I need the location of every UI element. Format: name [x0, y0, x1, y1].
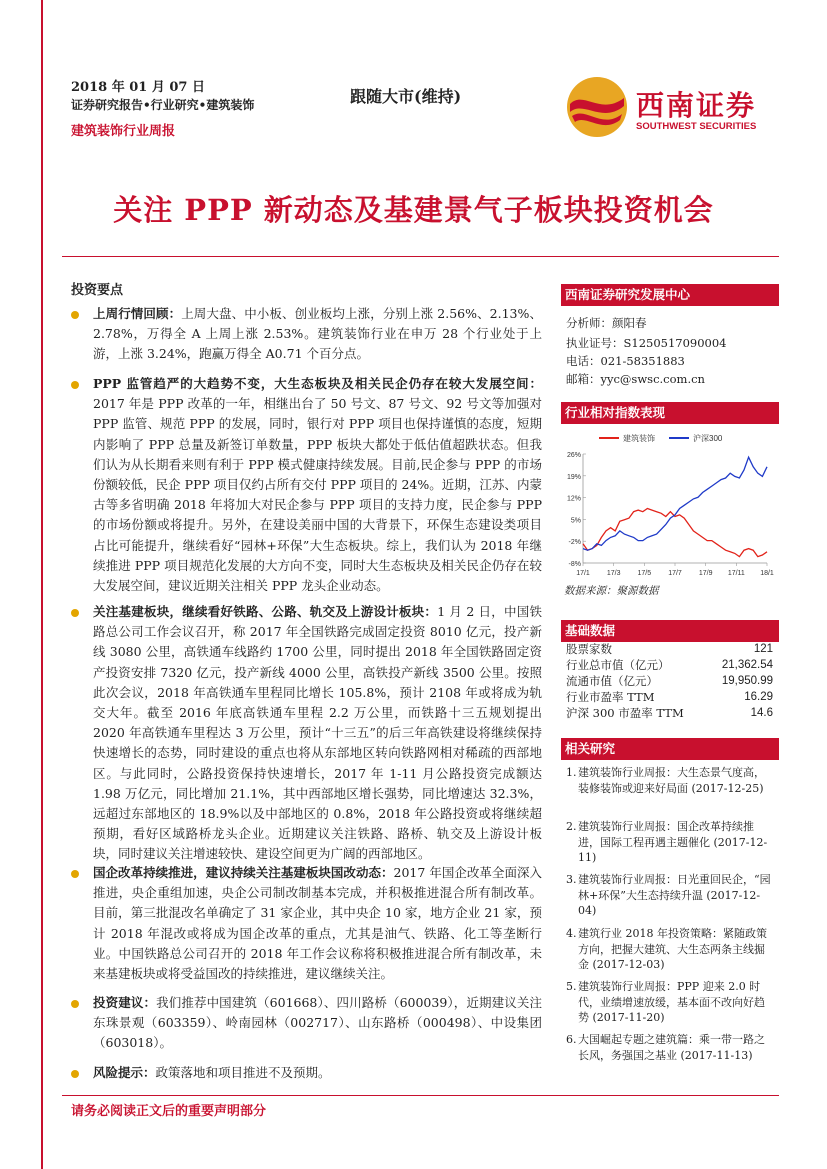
- row-label: 行业总市值（亿元）: [566, 658, 670, 672]
- related-number: 3.: [566, 873, 577, 886]
- basic-data-table: [566, 641, 773, 721]
- point-ppp: [93, 374, 542, 596]
- x-tick-label: 17/9: [698, 570, 713, 577]
- series-line: [583, 509, 767, 557]
- point-soe-reform: [93, 863, 542, 984]
- x-tick-label: 17/3: [606, 570, 621, 577]
- point-text: 我们推荐中国建筑（601668）、四川路桥（600039），近期建议关注东珠景观（603359）、岭南园林（002717）、山东路桥（000498）、中设集团（603018）。: [93, 995, 542, 1051]
- related-number: 4.: [566, 927, 577, 940]
- row-value: 121: [753, 643, 773, 655]
- analyst-email[interactable]: 邮箱：yyc@swsc.com.cn: [566, 372, 705, 386]
- x-tick-label: 17/7: [668, 570, 682, 577]
- row-value: 14.6: [750, 707, 773, 719]
- row-label: 股票家数: [566, 642, 612, 656]
- table-row: [566, 657, 773, 673]
- relative-index-chart: [561, 426, 779, 580]
- table-row: [566, 673, 773, 689]
- legend-label: 沪深300: [693, 434, 723, 443]
- index-performance-header: 行业相对指数表现: [561, 402, 779, 424]
- table-row: [566, 689, 773, 705]
- row-label: 沪深 300 市盈率 TTM: [566, 706, 684, 720]
- bullet-icon: [71, 609, 79, 617]
- related-item[interactable]: [566, 1032, 771, 1063]
- point-label: 关注基建板块，继续看好铁路、公路、轨交及上游设计板块：: [93, 604, 438, 619]
- table-row: [566, 705, 773, 721]
- report-series: 建筑装饰行业周报: [71, 124, 176, 139]
- logo-name: 西南证券: [636, 89, 757, 122]
- x-tick-label: 17/1: [576, 570, 590, 577]
- point-infrastructure: [93, 602, 542, 865]
- related-item[interactable]: [566, 765, 771, 796]
- row-value: 21,362.54: [721, 659, 773, 671]
- analyst-license: 执业证号：S1250517090004: [566, 336, 727, 350]
- related-item[interactable]: [566, 926, 771, 973]
- point-label: 国企改革持续推进，建议持续关注基建板块国改动态：: [93, 865, 394, 880]
- point-label: 风险提示：: [93, 1065, 156, 1080]
- related-number: 6.: [566, 1033, 577, 1046]
- point-label: 上周行情回顾：: [93, 306, 182, 321]
- x-tick-label: 18/1: [760, 570, 774, 577]
- y-tick-label: 5%: [570, 517, 581, 525]
- basic-data-header: 基础数据: [561, 620, 779, 642]
- related-text: 建筑行业 2018 年投资策略：紧随政策方向，把握大建筑、大生态两条主线掘金 (2017-12-03): [578, 927, 767, 971]
- bullet-icon: [71, 1000, 79, 1008]
- left-accent-line: [41, 0, 43, 1169]
- y-tick-label: -2%: [568, 539, 581, 547]
- row-value: 16.29: [744, 691, 773, 703]
- rating: 跟随大市(维持): [350, 87, 462, 106]
- report-type: 证券研究报告•行业研究•建筑装饰: [71, 98, 255, 112]
- bullet-icon: [71, 311, 79, 319]
- point-market-review: [93, 304, 542, 365]
- row-label: 行业市盈率 TTM: [566, 690, 655, 704]
- point-label: 投资建议：: [93, 995, 157, 1010]
- logo-english: SOUTHWEST SECURITIES: [636, 121, 757, 132]
- y-tick-label: 19%: [566, 473, 581, 481]
- table-row: [566, 641, 773, 657]
- x-tick-label: 17/5: [637, 570, 652, 577]
- point-risk: [93, 1063, 542, 1083]
- related-text: 建筑装饰行业周报：日光重回民企，“园林+环保”大生态持续升温 (2017-12-04): [578, 873, 771, 917]
- footer-divider: [62, 1095, 779, 1096]
- point-label: PPP 监管趋严的大趋势不变，大生态板块及相关民企仍存在较大发展空间：: [93, 376, 542, 391]
- series-line: [583, 457, 767, 550]
- y-tick-label: 26%: [566, 452, 581, 459]
- related-number: 5.: [566, 980, 577, 993]
- bullet-icon: [71, 381, 79, 389]
- analyst-name: 分析师：颜阳春: [566, 316, 647, 330]
- data-source: 数据来源：聚源数据: [564, 585, 659, 597]
- related-text: 建筑装饰行业周报：大生态景气度高，装修装饰或迎来好局面 (2017-12-25): [578, 766, 765, 795]
- row-value: 19,950.99: [721, 675, 773, 687]
- related-research-header: 相关研究: [561, 738, 779, 760]
- related-item[interactable]: [566, 979, 771, 1026]
- related-text: 大国崛起专题之建筑篇：乘一带一路之长风，务强国之基业 (2017-11-13): [578, 1033, 765, 1062]
- point-recommendation: [93, 993, 542, 1054]
- point-text: 2017 年是 PPP 改革的一年，相继出台了 50 号文、87 号文、92 号文等加强对 PPP 监管、规范 PPP 的发展，同时，银行对 PPP 项目也保持谨慎的态度，短期内影响了 PPP 总量及新签订单数量，PPP 板块大都处于低估值超跌状态。但我们认为从长期看来则有利于 PPP 模式健康持续发展。目前,民企参与 PPP 的市场份额较低，民企 PPP 项目仅约占所有交付 PPP 项目的 24%。近期，江苏、内蒙古等多省明确 2018 年将加大对民企参与 PPP 项目的支持力度，民企参与 PPP 的市场份额或将提升。另外，在建设美丽中国的大背景下，环保生态建设类项目占比可能提升，继续看好“园林+环保”大生态板块。综上，我们认为 2018 年继续推进 PPP 项目规范化发展的大方向不变，同时大生态板块及相关民企仍存在较大发展空间，建议近期关注相关 PPP 龙头企业动态。: [93, 396, 542, 594]
- related-text: 建筑装饰行业周报：国企改革持续推进，国际工程再遇主题催化 (2017-12-11): [578, 820, 768, 864]
- y-tick-label: -8%: [568, 561, 581, 568]
- point-text: 政策落地和项目推进不及预期。: [155, 1065, 331, 1080]
- x-tick-label: 17/11: [727, 570, 745, 577]
- report-title: 关注 PPP 新动态及基建景气子板块投资机会: [113, 193, 714, 227]
- research-center-header: 西南证券研究发展中心: [561, 284, 779, 306]
- title-divider: [62, 256, 779, 257]
- row-label: 流通市值（亿元）: [566, 674, 658, 688]
- related-text: 建筑装饰行业周报：PPP 迎来 2.0 时代，业绩增速放缓，基本面不改向好趋势 (2017-11-20): [578, 980, 765, 1024]
- related-item[interactable]: [566, 872, 771, 919]
- y-tick-label: 12%: [566, 495, 581, 503]
- report-date: 2018 年 01 月 07 日: [71, 80, 205, 95]
- related-number: 1.: [566, 766, 577, 779]
- point-text: 上周大盘、中小板、创业板均上涨，分别上涨 2.56%、2.13%、2.78%，万得全 A 上周上涨 2.53%。建筑装饰行业在申万 28 个行业处于上游，上涨 3.24%，跑赢万得全 A0.71 个百分点。: [93, 306, 542, 362]
- logo-icon: [566, 76, 628, 138]
- bullet-icon: [71, 870, 79, 878]
- related-item[interactable]: [566, 819, 771, 866]
- related-number: 2.: [566, 820, 577, 833]
- point-text: 2017 年国企改革全面深入推进，央企重组加速，央企公司制改制基本完成，并积极推进混合所有制改革。目前，第三批混改名单确定了 31 家企业，其中央企 10 家，地方企业 21 家，预计 2018 年混改或将成为国企改革的重点，尤其是油气、铁路、化工等垄断行业。中国铁路总公司召开的 2018 年工作会议称将积极推进混合所有制改革，未来基建板块或将受益国改的持续推进，建议继续关注。: [93, 865, 542, 982]
- analyst-phone: 电话：021-58351883: [566, 354, 685, 368]
- bullet-icon: [71, 1070, 79, 1078]
- point-text: 1 月 2 日，中国铁路总公司工作会议召开，称 2017 年全国铁路完成固定投资 8010 亿元，投产新线 3080 公里，高铁通车线路约 1700 公里，同时提出 2018 年全国铁路固定资产投资安排 7320 亿元，投产新线 4000 公里，高铁投产新线 3500 公里。按照此次会议，2018 年高铁通车里程同比增长 105.8%，预计 2108 年或将成为轨交大年。截至 2016 年底高铁通车里程 2.2 万公里，而铁路十三五规划提出 2020 年高铁通车里程达 3 万公里，预计“十三五”的后三年高铁建设将继续保持快速增长的态势，同时建设的重点也将从东部地区转向铁路网相对稀疏的西部地区。与此同时，公路投资保持快速增长，2017 年 1-11 月公路投资完成额达 1.98 万亿元，同比增加 21.1%，其中西部地区增长强势，同比增速达 32.3%，远超过东部地区的 18.9%以及中部地区的 0.8%，2018 年公路投资或将继续超预期，看好区域路桥龙头企业。近期建议关注铁路、路桥、轨交及上游设计板块，同时建议关注增速较快、建设空间更为广阔的西部地区。: [93, 604, 542, 862]
- footer-disclaimer: 请务必阅读正文后的重要声明部分: [71, 1104, 267, 1119]
- legend-label: 建筑装饰: [623, 434, 655, 443]
- section-title: 投资要点: [71, 283, 124, 298]
